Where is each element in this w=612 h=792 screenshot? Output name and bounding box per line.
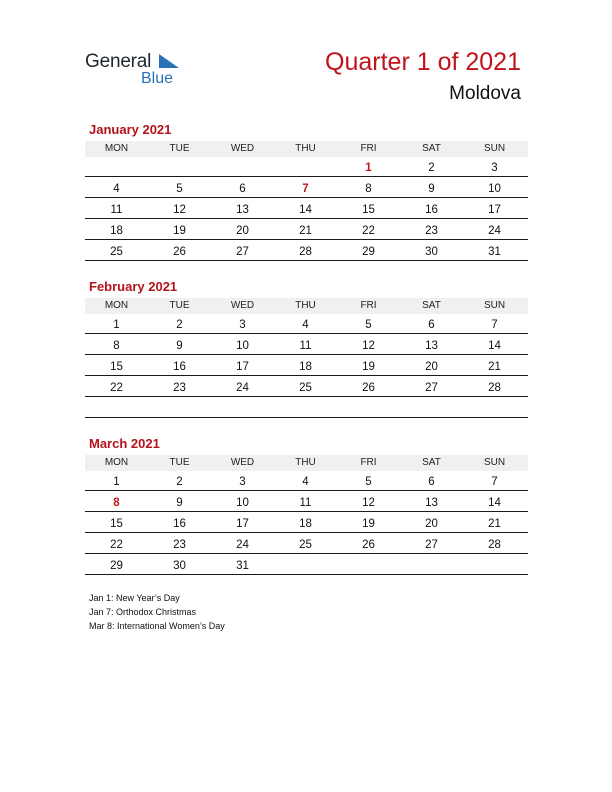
logo-triangle-icon: [159, 54, 179, 68]
day-cell: 10: [236, 497, 249, 509]
day-cell: 9: [176, 340, 183, 352]
holiday-day-cell: 1: [365, 162, 372, 174]
day-cell: 15: [110, 518, 123, 530]
weekday-header: [85, 455, 528, 471]
day-cell: 26: [362, 382, 375, 394]
day-cell: 13: [236, 204, 249, 216]
week-row: [85, 201, 528, 219]
day-cell: 1: [113, 319, 120, 331]
day-cell: 11: [299, 497, 312, 509]
day-cell: 13: [425, 497, 438, 509]
day-cell: 24: [236, 382, 249, 394]
day-cell: 4: [113, 183, 120, 195]
weekday-label: WED: [230, 300, 255, 311]
day-cell: 14: [488, 340, 501, 352]
day-cell: 17: [236, 518, 249, 530]
weekday-label: SUN: [483, 143, 506, 154]
day-cell: 11: [299, 340, 312, 352]
day-cell: 22: [110, 382, 123, 394]
holiday-notes: [89, 591, 225, 633]
day-cell: 23: [173, 382, 186, 394]
day-cell: 30: [173, 560, 186, 572]
day-cell: 25: [299, 382, 312, 394]
weekday-label: SUN: [483, 457, 506, 468]
day-cell: 31: [488, 246, 501, 258]
weekday-label: TUE: [169, 457, 190, 468]
country-name: Moldova: [449, 83, 521, 104]
day-cell: 20: [425, 518, 438, 530]
day-cell: 29: [110, 560, 123, 572]
day-cell: 19: [362, 518, 375, 530]
holiday-note: Mar 8: International Women’s Day: [89, 621, 225, 631]
logo-text-blue: Blue: [141, 70, 174, 87]
day-cell: 29: [362, 246, 375, 258]
day-cell: 28: [488, 382, 501, 394]
day-cell: 9: [176, 497, 183, 509]
day-cell: 6: [239, 183, 246, 195]
weekday-label: TUE: [169, 143, 190, 154]
day-cell: 21: [488, 518, 501, 530]
weekday-label: TUE: [169, 300, 190, 311]
page-title: Quarter 1 of 2021: [325, 48, 521, 76]
day-cell: 2: [176, 319, 183, 331]
month-title: March 2021: [89, 436, 160, 451]
day-cell: 11: [110, 204, 123, 216]
day-cell: 28: [299, 246, 312, 258]
month-title: February 2021: [89, 279, 178, 294]
day-cell: 19: [173, 225, 186, 237]
weekday-label: THU: [295, 457, 316, 468]
day-cell: 6: [428, 476, 435, 488]
day-cell: 24: [488, 225, 501, 237]
weekday-label: WED: [230, 457, 255, 468]
day-cell: 25: [110, 246, 123, 258]
weekday-label: MON: [104, 457, 129, 468]
day-cell: 15: [110, 361, 123, 373]
day-cell: 20: [425, 361, 438, 373]
day-cell: 18: [110, 225, 123, 237]
day-cell: 5: [176, 183, 183, 195]
day-cell: 3: [491, 162, 498, 174]
day-cell: 27: [236, 246, 249, 258]
day-cell: 13: [425, 340, 438, 352]
day-cell: 22: [362, 225, 375, 237]
weekday-label: SAT: [422, 143, 441, 154]
day-cell: 14: [488, 497, 501, 509]
day-cell: 9: [428, 183, 435, 195]
weekday-label: FRI: [360, 143, 377, 154]
generalblue-logo: [85, 50, 195, 90]
week-row: [85, 494, 528, 512]
week-row: [85, 557, 528, 575]
weekday-label: FRI: [360, 457, 377, 468]
day-cell: 25: [299, 539, 312, 551]
day-cell: 27: [425, 382, 438, 394]
week-row: [85, 515, 528, 533]
day-cell: 15: [362, 204, 375, 216]
day-cell: 6: [428, 319, 435, 331]
week-row: [85, 243, 528, 261]
holiday-note: Jan 7: Orthodox Christmas: [89, 607, 197, 617]
weekday-label: SUN: [483, 300, 506, 311]
day-cell: 5: [365, 476, 372, 488]
day-cell: 17: [488, 204, 501, 216]
day-cell: 8: [113, 340, 120, 352]
holiday-day-cell: 7: [302, 183, 309, 195]
weekday-label: FRI: [360, 300, 377, 311]
day-cell: 16: [173, 518, 186, 530]
day-cell: 10: [488, 183, 501, 195]
day-cell: 5: [365, 319, 372, 331]
day-cell: 16: [425, 204, 438, 216]
day-cell: 3: [239, 319, 246, 331]
day-cell: 26: [362, 539, 375, 551]
day-cell: 12: [173, 204, 186, 216]
day-cell: 1: [113, 476, 120, 488]
day-cell: 3: [239, 476, 246, 488]
day-cell: 2: [176, 476, 183, 488]
week-row: [85, 358, 528, 376]
weekday-label: THU: [295, 300, 316, 311]
day-cell: 21: [488, 361, 501, 373]
weekday-label: THU: [295, 143, 316, 154]
weekday-label: SAT: [422, 457, 441, 468]
weekday-label: WED: [230, 143, 255, 154]
day-cell: 7: [491, 319, 498, 331]
day-cell: 31: [236, 560, 249, 572]
day-cell: 22: [110, 539, 123, 551]
week-row: [85, 337, 528, 355]
day-cell: 4: [302, 476, 309, 488]
day-cell: 17: [236, 361, 249, 373]
week-row: [85, 400, 528, 418]
day-cell: 18: [299, 518, 312, 530]
week-row: [85, 222, 528, 240]
day-cell: 21: [299, 225, 312, 237]
day-cell: 23: [173, 539, 186, 551]
weekday-header: [85, 141, 528, 157]
day-cell: 10: [236, 340, 249, 352]
day-cell: 30: [425, 246, 438, 258]
day-cell: 20: [236, 225, 249, 237]
week-row: [85, 180, 528, 198]
weekday-label: MON: [104, 143, 129, 154]
week-row: [85, 316, 528, 334]
holiday-note: Jan 1: New Year’s Day: [89, 593, 180, 603]
weekday-label: SAT: [422, 300, 441, 311]
day-cell: 7: [491, 476, 498, 488]
day-cell: 18: [299, 361, 312, 373]
weekday-label: MON: [104, 300, 129, 311]
day-cell: 23: [425, 225, 438, 237]
day-cell: 27: [425, 539, 438, 551]
week-row: [85, 536, 528, 554]
day-cell: 8: [365, 183, 372, 195]
day-cell: 28: [488, 539, 501, 551]
month-title: January 2021: [89, 122, 172, 137]
logo-text-general: General: [85, 51, 152, 72]
week-row: [85, 473, 528, 491]
day-cell: 12: [362, 497, 375, 509]
day-cell: 26: [173, 246, 186, 258]
day-cell: 24: [236, 539, 249, 551]
day-cell: 2: [428, 162, 435, 174]
day-cell: 12: [362, 340, 375, 352]
day-cell: 4: [302, 319, 309, 331]
week-row: [85, 159, 528, 177]
day-cell: 19: [362, 361, 375, 373]
week-row: [85, 379, 528, 397]
day-cell: 16: [173, 361, 186, 373]
day-cell: 14: [299, 204, 312, 216]
weekday-header: [85, 298, 528, 314]
holiday-day-cell: 8: [113, 497, 120, 509]
